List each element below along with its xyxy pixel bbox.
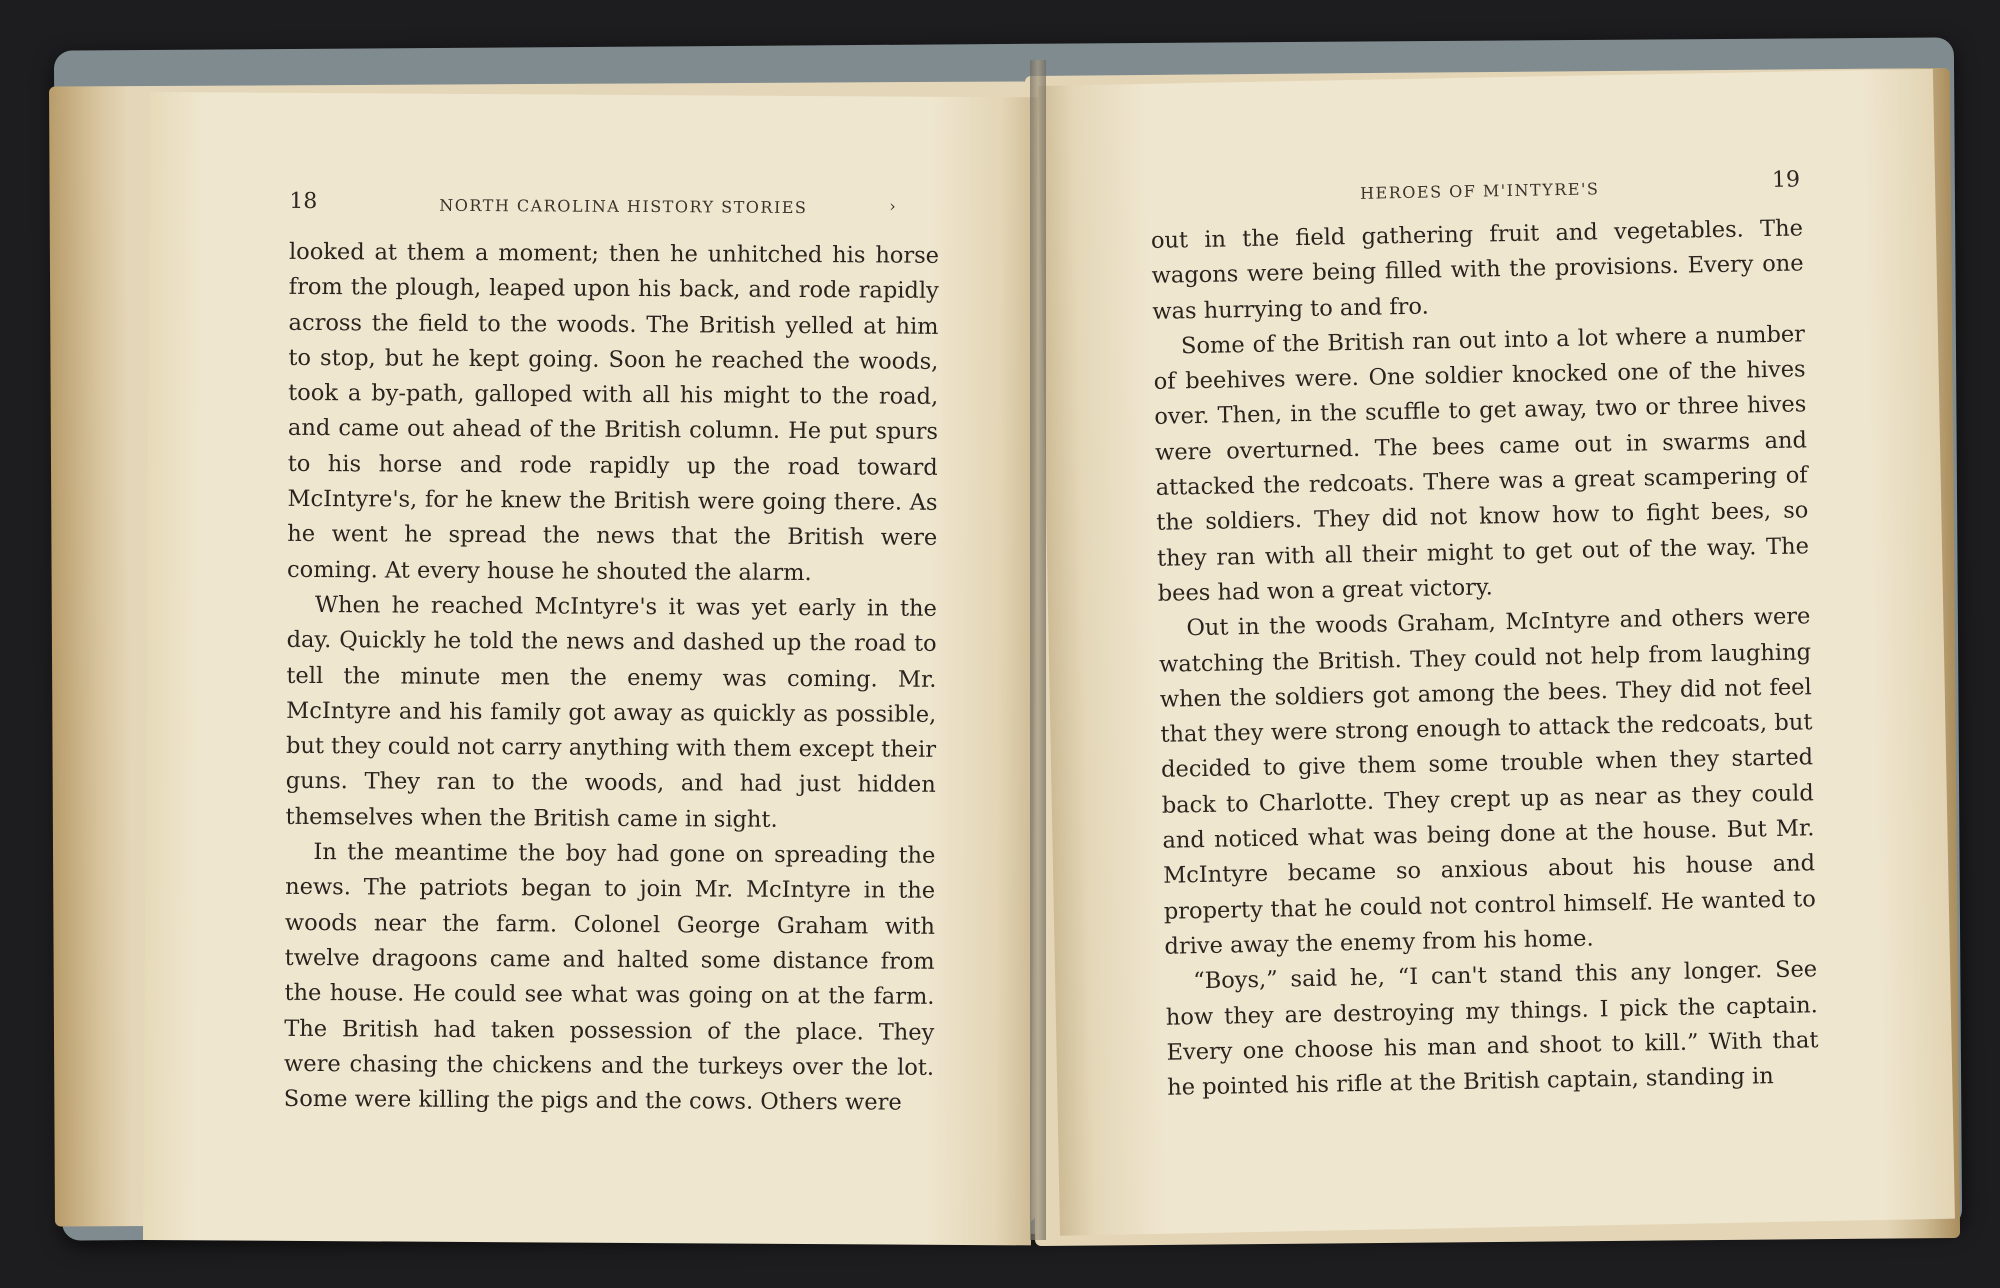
- paragraph: “Boys,” said he, “I can't stand this any longer. See how they are destroying my things. I pick the captain. Every one choose his man and shoot to kill.” With that he pointed his rifle at the British captain, standing in: [1165, 956, 1819, 1101]
- right-page-number: 19: [1771, 167, 1801, 193]
- right-running-head: HEROES OF M'INTYRE'S: [1359, 179, 1600, 203]
- book-gutter: [1030, 60, 1046, 1240]
- left-page: [143, 92, 1038, 1245]
- left-running-head: NORTH CAROLINA HISTORY STORIES: [439, 195, 808, 218]
- paragraph: Out in the woods Graham, McIntyre and others were watching the British. They could not help from laughing when the soldiers got among the bees. They did not feel that they were strong enough to attack the redcoats, but decided to give them some trouble when they started back to Charlotte. They crept up as near as they could and noticed what was being done at the house. But Mr. McIntyre became so anxious about his house and property that he could not control himself. He wanted to drive away the enemy from his home.: [1158, 603, 1816, 960]
- paragraph: out in the field gathering fruit and vegetables. The wagons were being filled with the provisions. Every one was hurrying to and fro.: [1150, 215, 1804, 325]
- left-page-text: [284, 235, 939, 1121]
- paragraph: Some of the British ran out into a lot where a number of beehives were. One soldier knocked one of the hives over. Then, in the scuffle to get away, two or three hives were overturned. The bees came out in swarms and attacked the redcoats. There was a great scampering of the soldiers. They did not know how to fight bees, so they ran with all their might to get out of the way. The bees had won a great victory.: [1153, 321, 1810, 607]
- paragraph: When he reached McIntyre's it was yet early in the day. Quickly he told the news and dashed up the road to tell the minute men the enemy was coming. Mr. McIntyre and his family got away as quickly as possible, but they could not carry anything with them except their guns. They ran to the woods, and had just hidden themselves when the British came in sight.: [285, 591, 937, 833]
- running-head-mark: ›: [889, 196, 898, 216]
- paragraph: looked at them a moment; then he unhitched his horse from the plough, leaped upon his back, and rode rapidly across the field to the woods. The British yelled at him to stop, but he kept going. Soon he reached the woods, took a by-path, galloped with all his might to the road, and came out ahead of the British column. He put spurs to his horse and rode rapidly up the road toward McIntyre's, for he knew the British were going there. As he went he spread the news that the British were coming. At every house he shouted the alarm.: [287, 238, 940, 586]
- right-page-text: [1151, 211, 1820, 1106]
- left-page-number: 18: [289, 188, 318, 215]
- paragraph: In the meantime the boy had gone on spreading the news. The patriots began to join Mr. McIntyre in the woods near the farm. Colonel George Graham with twelve dragoons came and halted some distance from the house. He could see what was going on at the farm. The British had taken possession of the place. They were chasing the chickens and the turkeys over the lot. Some were killing the pigs and the cows. Others were: [283, 839, 936, 1116]
- right-page: [1038, 69, 1955, 1236]
